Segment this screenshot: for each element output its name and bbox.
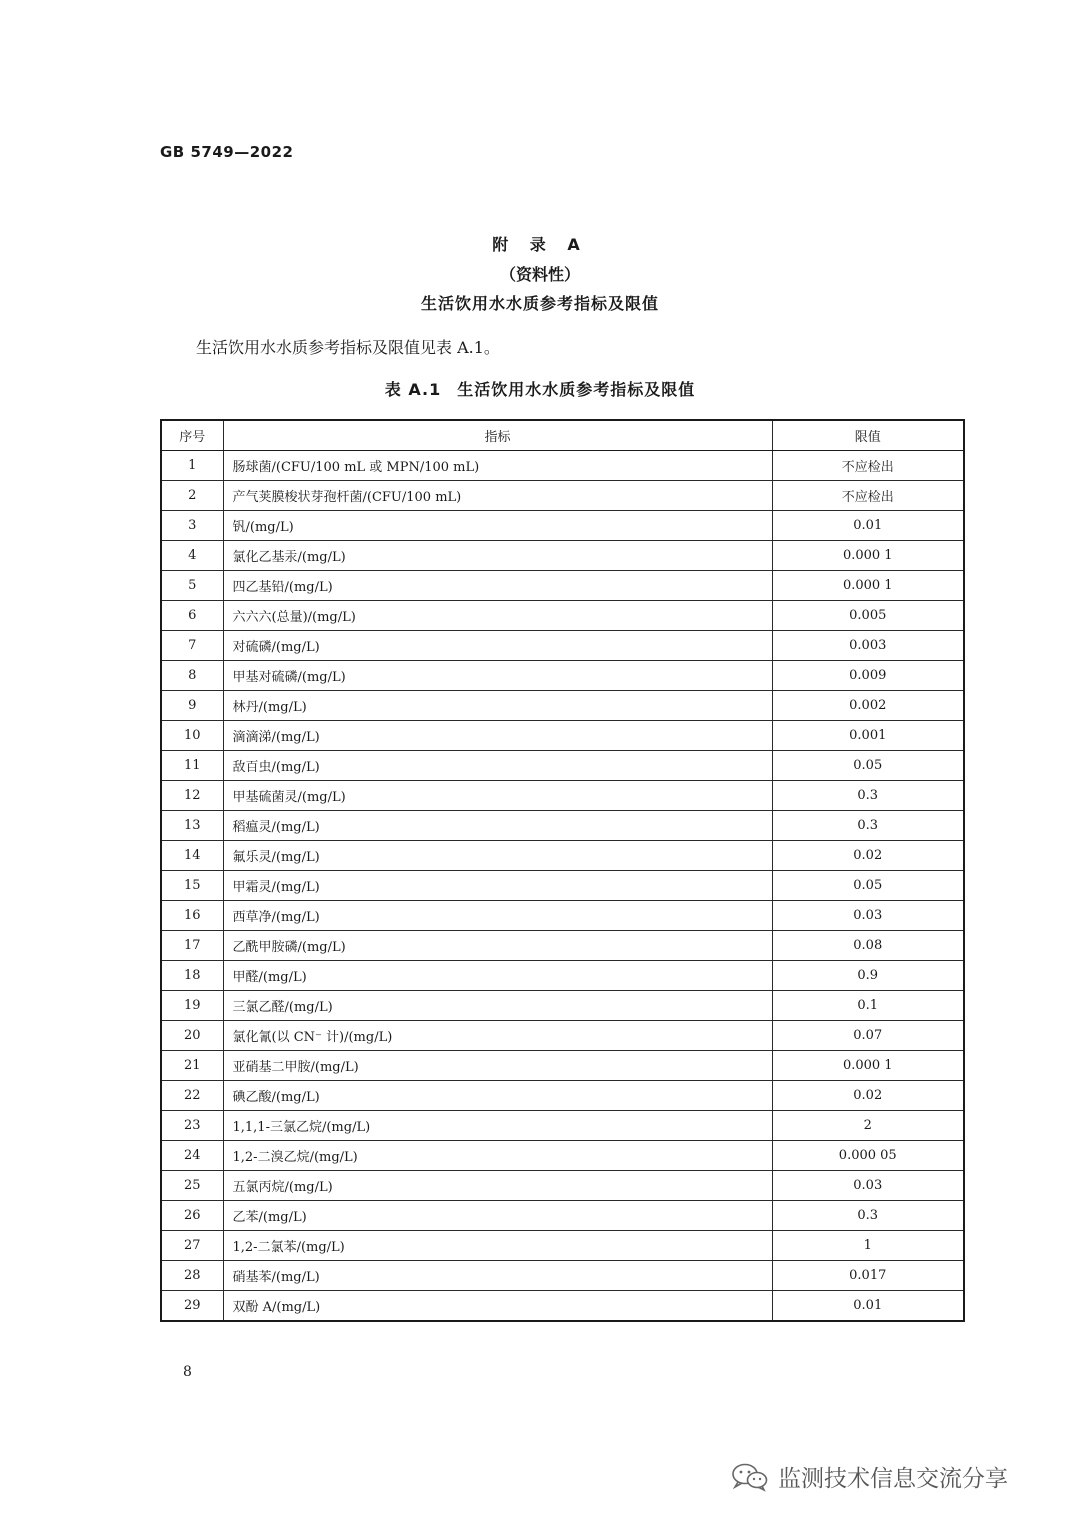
row-indicator: 乙苯/(mg/L) xyxy=(223,1201,772,1231)
row-serial-number: 28 xyxy=(161,1261,223,1291)
row-serial-number: 18 xyxy=(161,961,223,991)
row-serial-number: 15 xyxy=(161,871,223,901)
table-row xyxy=(161,691,964,721)
row-serial-number: 20 xyxy=(161,1021,223,1051)
table-row xyxy=(161,601,964,631)
table-row xyxy=(161,511,964,541)
row-indicator: 硝基苯/(mg/L) xyxy=(223,1261,772,1291)
table-row xyxy=(161,1201,964,1231)
table-caption xyxy=(0,377,1080,400)
row-serial-number: 21 xyxy=(161,1051,223,1081)
table-row xyxy=(161,1111,964,1141)
row-serial-number: 14 xyxy=(161,841,223,871)
table-row xyxy=(161,991,964,1021)
row-limit-value: 2 xyxy=(772,1111,964,1141)
row-serial-number: 2 xyxy=(161,481,223,511)
row-limit-value: 0.000 1 xyxy=(772,571,964,601)
row-serial-number: 3 xyxy=(161,511,223,541)
annex-nature: （资料性） xyxy=(499,265,580,284)
row-indicator: 亚硝基二甲胺/(mg/L) xyxy=(223,1051,772,1081)
row-indicator: 甲霜灵/(mg/L) xyxy=(223,871,772,901)
row-serial-number: 12 xyxy=(161,781,223,811)
row-limit-value: 0.01 xyxy=(772,511,964,541)
row-limit-value: 0.002 xyxy=(772,691,964,721)
row-indicator: 氯化氰(以 CN⁻ 计)/(mg/L) xyxy=(223,1021,772,1051)
row-indicator: 氟乐灵/(mg/L) xyxy=(223,841,772,871)
row-serial-number: 10 xyxy=(161,721,223,751)
row-serial-number: 4 xyxy=(161,541,223,571)
row-serial-number: 1 xyxy=(161,451,223,481)
row-limit-value: 0.08 xyxy=(772,931,964,961)
row-serial-number: 29 xyxy=(161,1291,223,1322)
row-serial-number: 17 xyxy=(161,931,223,961)
row-indicator: 六六六(总量)/(mg/L) xyxy=(223,601,772,631)
row-indicator: 对硫磷/(mg/L) xyxy=(223,631,772,661)
row-limit-value: 0.000 05 xyxy=(772,1141,964,1171)
row-serial-number: 7 xyxy=(161,631,223,661)
table-row xyxy=(161,721,964,751)
row-limit-value: 0.3 xyxy=(772,1201,964,1231)
row-limit-value: 1 xyxy=(772,1231,964,1261)
row-indicator: 1,2-二氯苯/(mg/L) xyxy=(223,1231,772,1261)
row-limit-value: 不应检出 xyxy=(772,481,964,511)
header-serial-number: 序号 xyxy=(161,420,223,451)
table-row xyxy=(161,811,964,841)
table-row xyxy=(161,451,964,481)
table-caption-title: 生活饮用水水质参考指标及限值 xyxy=(457,380,696,399)
table-row xyxy=(161,931,964,961)
wechat-icon xyxy=(730,1462,770,1492)
table-row xyxy=(161,961,964,991)
reference-indicators-table xyxy=(160,419,965,1322)
row-indicator: 产气荚膜梭状芽孢杆菌/(CFU/100 mL) xyxy=(223,481,772,511)
row-limit-value: 0.001 xyxy=(772,721,964,751)
table-row xyxy=(161,751,964,781)
page-number: 8 xyxy=(183,1364,192,1380)
row-serial-number: 16 xyxy=(161,901,223,931)
row-serial-number: 8 xyxy=(161,661,223,691)
row-serial-number: 11 xyxy=(161,751,223,781)
table-row xyxy=(161,1141,964,1171)
table-row xyxy=(161,1171,964,1201)
row-serial-number: 24 xyxy=(161,1141,223,1171)
annex-title: 附 录 A xyxy=(492,235,588,254)
row-limit-value: 0.005 xyxy=(772,601,964,631)
row-limit-value: 不应检出 xyxy=(772,451,964,481)
row-indicator: 敌百虫/(mg/L) xyxy=(223,751,772,781)
row-indicator: 西草净/(mg/L) xyxy=(223,901,772,931)
row-indicator: 氯化乙基汞/(mg/L) xyxy=(223,541,772,571)
table-row xyxy=(161,901,964,931)
row-indicator: 乙酰甲胺磷/(mg/L) xyxy=(223,931,772,961)
row-indicator: 1,2-二溴乙烷/(mg/L) xyxy=(223,1141,772,1171)
row-indicator: 四乙基铅/(mg/L) xyxy=(223,571,772,601)
table-row xyxy=(161,1231,964,1261)
row-limit-value: 0.07 xyxy=(772,1021,964,1051)
row-limit-value: 0.03 xyxy=(772,1171,964,1201)
row-indicator: 碘乙酸/(mg/L) xyxy=(223,1081,772,1111)
row-limit-value: 0.02 xyxy=(772,1081,964,1111)
row-indicator: 1,1,1-三氯乙烷/(mg/L) xyxy=(223,1111,772,1141)
watermark xyxy=(730,1460,1008,1493)
table-body xyxy=(161,451,964,1322)
row-indicator: 甲醛/(mg/L) xyxy=(223,961,772,991)
table-row xyxy=(161,1081,964,1111)
row-serial-number: 27 xyxy=(161,1231,223,1261)
table-row xyxy=(161,631,964,661)
row-indicator: 甲基对硫磷/(mg/L) xyxy=(223,661,772,691)
row-indicator: 稻瘟灵/(mg/L) xyxy=(223,811,772,841)
row-serial-number: 25 xyxy=(161,1171,223,1201)
standard-number: GB 5749—2022 xyxy=(160,143,294,161)
row-serial-number: 23 xyxy=(161,1111,223,1141)
row-limit-value: 0.05 xyxy=(772,871,964,901)
table-row xyxy=(161,1051,964,1081)
row-limit-value: 0.3 xyxy=(772,811,964,841)
table-row xyxy=(161,841,964,871)
row-serial-number: 9 xyxy=(161,691,223,721)
table-row xyxy=(161,1021,964,1051)
row-serial-number: 26 xyxy=(161,1201,223,1231)
row-serial-number: 22 xyxy=(161,1081,223,1111)
row-limit-value: 0.9 xyxy=(772,961,964,991)
row-indicator: 五氯丙烷/(mg/L) xyxy=(223,1171,772,1201)
row-limit-value: 0.000 1 xyxy=(772,1051,964,1081)
table-row xyxy=(161,541,964,571)
table-row xyxy=(161,1261,964,1291)
row-limit-value: 0.05 xyxy=(772,751,964,781)
table-caption-number: 表 A.1 xyxy=(384,380,442,399)
row-limit-value: 0.003 xyxy=(772,631,964,661)
table-row xyxy=(161,1291,964,1322)
row-limit-value: 0.1 xyxy=(772,991,964,1021)
row-indicator: 滴滴涕/(mg/L) xyxy=(223,721,772,751)
table-header-row xyxy=(161,420,964,451)
table-row xyxy=(161,781,964,811)
row-indicator: 甲基硫菌灵/(mg/L) xyxy=(223,781,772,811)
table-row xyxy=(161,661,964,691)
row-indicator: 钒/(mg/L) xyxy=(223,511,772,541)
row-indicator: 双酚 A/(mg/L) xyxy=(223,1291,772,1322)
header-limit: 限值 xyxy=(772,420,964,451)
annex-subject: 生活饮用水水质参考指标及限值 xyxy=(420,294,659,313)
row-indicator: 三氯乙醛/(mg/L) xyxy=(223,991,772,1021)
row-limit-value: 0.017 xyxy=(772,1261,964,1291)
row-serial-number: 6 xyxy=(161,601,223,631)
row-limit-value: 0.03 xyxy=(772,901,964,931)
table-row xyxy=(161,871,964,901)
row-limit-value: 0.009 xyxy=(772,661,964,691)
table-row xyxy=(161,571,964,601)
row-indicator: 林丹/(mg/L) xyxy=(223,691,772,721)
row-limit-value: 0.3 xyxy=(772,781,964,811)
row-limit-value: 0.02 xyxy=(772,841,964,871)
row-limit-value: 0.000 1 xyxy=(772,541,964,571)
row-limit-value: 0.01 xyxy=(772,1291,964,1322)
row-serial-number: 13 xyxy=(161,811,223,841)
table-row xyxy=(161,481,964,511)
row-serial-number: 5 xyxy=(161,571,223,601)
watermark-text: 监测技术信息交流分享 xyxy=(778,1466,1008,1492)
row-serial-number: 19 xyxy=(161,991,223,1021)
row-indicator: 肠球菌/(CFU/100 mL 或 MPN/100 mL) xyxy=(223,451,772,481)
intro-paragraph: 生活饮用水水质参考指标及限值见表 A.1。 xyxy=(196,338,500,357)
header-indicator: 指标 xyxy=(223,420,772,451)
